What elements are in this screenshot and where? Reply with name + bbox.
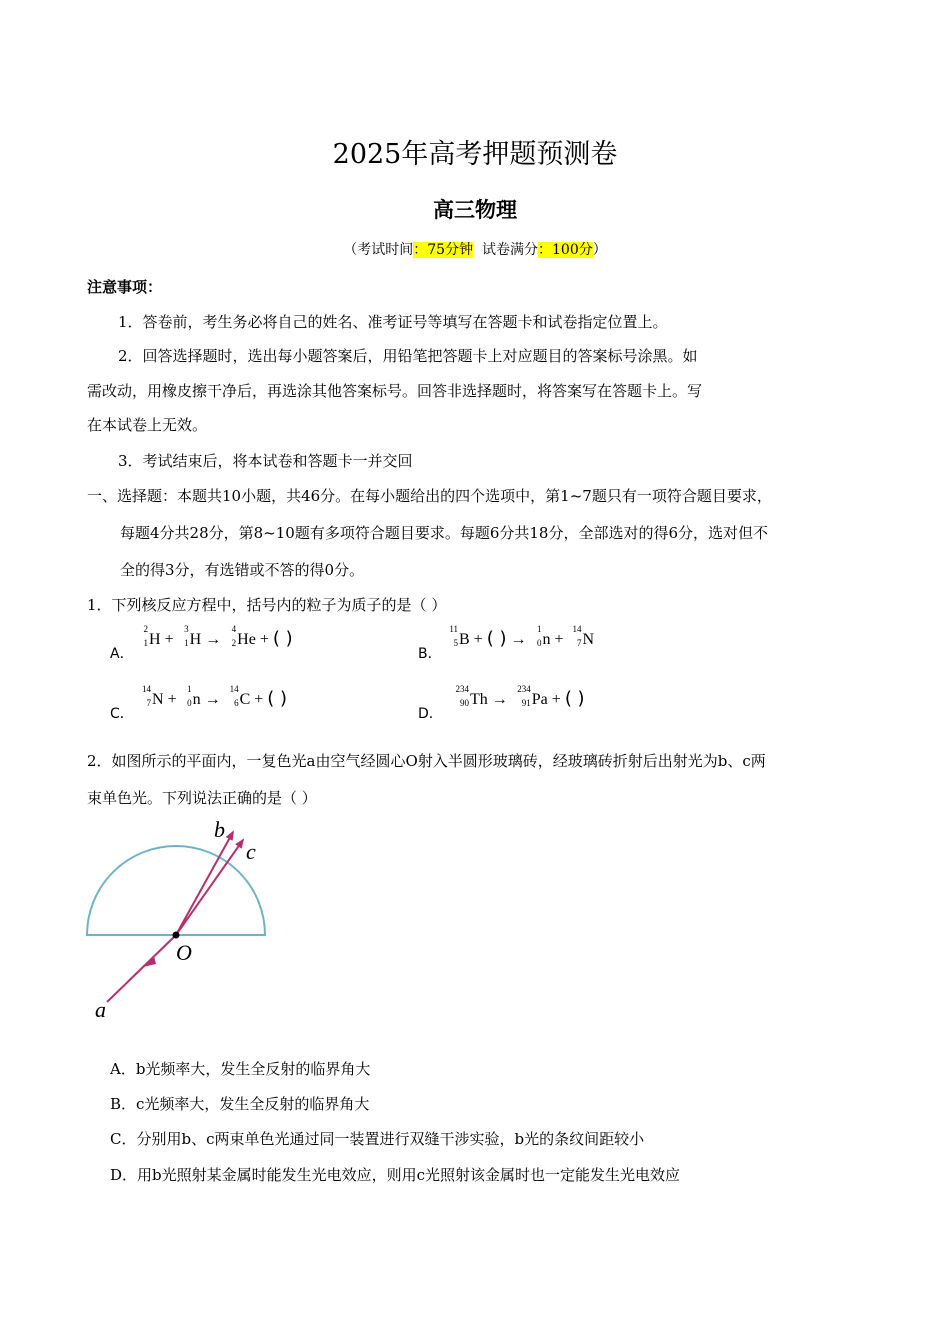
notice-item-2-line-3: 在本试卷上无效。 (87, 416, 208, 434)
label-a: a (95, 997, 106, 1022)
atomic-number: 1 (143, 638, 148, 648)
notice-heading: 注意事项： (87, 278, 163, 296)
refraction-diagram (80, 815, 280, 1025)
meta-open: （考试时间 (343, 242, 414, 258)
plus-sign: + (250, 691, 268, 708)
q1-stem: 1．下列核反应方程中，括号内的粒子为质子的是（ ） (87, 596, 447, 614)
mass-number: 1 (536, 624, 542, 634)
mass-number: 3 (184, 624, 189, 634)
meta-close: ） (592, 242, 607, 258)
atomic-number: 7 (577, 638, 582, 648)
mass-number: 234 (517, 684, 531, 694)
q2-option-d[interactable]: D．用b光照射某金属时能发生光电效应，则用c光照射该金属时也一定能发生光电效应 (110, 1166, 681, 1184)
section-1-line-2: 每题4分共28分，第8~10题有多项符合题目要求。每题6分共18分，全部选对的得6分，选对但不 (120, 524, 769, 542)
plus-sign: + (469, 631, 487, 648)
notice-item-2-line-2: 需改动，用橡皮擦干净后，再选涂其他答案标号。回答非选择题时，将答案写在答题卡上。写 (87, 382, 703, 400)
element-symbol: H (189, 631, 202, 648)
atomic-number: 7 (146, 698, 151, 708)
reaction-arrow: → (506, 631, 531, 648)
plus-sign: + (255, 631, 273, 648)
element-symbol: Th (470, 691, 488, 708)
section-1-line-3: 全的得3分，有选错或不答的得0分。 (120, 561, 365, 579)
semicircle-glass-brick (87, 846, 265, 935)
notice-item-3: 3．考试结束后，将本试卷和答题卡一并交回 (118, 452, 413, 470)
mass-number: 234 (455, 684, 469, 694)
refracted-ray-b (176, 832, 233, 935)
mass-number: 11 (449, 624, 458, 634)
q1-option-b-label[interactable]: B． (418, 646, 442, 662)
q1-option-a-formula (137, 624, 293, 649)
mass-number: 14 (142, 684, 151, 694)
reaction-arrow: → (200, 691, 225, 708)
exam-meta (0, 239, 950, 259)
q1-option-c-label[interactable]: C． (110, 706, 134, 722)
atomic-number: 5 (453, 638, 458, 648)
unknown-particle-blank: ( ) (272, 628, 293, 649)
unknown-particle-blank: ( ) (267, 688, 288, 709)
label-b: b (214, 817, 225, 842)
q1-option-b-formula (444, 624, 595, 649)
meta-score: ：100分 (538, 242, 593, 258)
center-point-o (173, 932, 180, 939)
mass-number: 2 (143, 624, 148, 634)
q2-stem-line-1: 2．如图所示的平面内，一复色光a由空气经圆心O射入半圆形玻璃砖，经玻璃砖折射后出射光为b、c两 (87, 752, 766, 770)
q2-option-b[interactable]: B．c光频率大，发生全反射的临界角大 (110, 1095, 370, 1113)
element-symbol: Pa (531, 691, 548, 708)
label-c: c (246, 839, 256, 864)
atomic-number: 1 (184, 638, 189, 648)
element-symbol: H (149, 631, 161, 648)
atomic-number: 91 (521, 698, 531, 708)
incident-arrow-icon (143, 956, 156, 967)
mass-number: 14 (572, 624, 582, 634)
unknown-particle-blank: ( ) (486, 628, 507, 649)
mass-number: 4 (231, 624, 237, 634)
element-symbol: n (542, 631, 551, 648)
meta-mid: 试卷满分 (473, 242, 538, 258)
element-symbol: C (239, 691, 251, 708)
q1-option-d-formula (450, 684, 585, 709)
section-1-line-1: 一、选择题：本题共10小题，共46分。在每小题给出的四个选项中，第1~7题只有一项符合题目要求， (87, 487, 772, 505)
refracted-ray-c (176, 840, 243, 935)
exam-subtitle: 高三物理 (433, 197, 517, 222)
atomic-number: 0 (187, 698, 192, 708)
q2-option-c[interactable]: C．分别用b、c两束单色光通过同一装置进行双缝干涉实验，b光的条纹间距较小 (110, 1130, 645, 1148)
atomic-number: 0 (536, 638, 542, 648)
element-symbol: N (582, 631, 595, 648)
plus-sign: + (550, 631, 568, 648)
reaction-arrow: → (487, 691, 512, 708)
incident-ray-a (107, 935, 176, 1002)
q1-option-d-label[interactable]: D． (418, 706, 443, 722)
atomic-number: 6 (234, 698, 239, 708)
plus-sign: + (160, 631, 178, 648)
notice-item-1: 1．答卷前，考生务必将自己的姓名、准考证号等填写在答题卡和试卷指定位置上。 (118, 313, 668, 331)
mass-number: 1 (187, 684, 192, 694)
element-symbol: B (459, 631, 470, 648)
q1-option-c-formula (137, 684, 288, 709)
element-symbol: n (192, 691, 201, 708)
atomic-number: 90 (460, 698, 469, 708)
exam-title: 2025年高考押题预测卷 (332, 139, 618, 170)
plus-sign: + (547, 691, 565, 708)
meta-time: ：75分钟 (413, 242, 474, 258)
q1-option-a-label[interactable]: A． (110, 646, 134, 662)
notice-item-2-line-1: 2．回答选择题时，选出每小题答案后，用铅笔把答题卡上对应题目的答案标号涂黑。如 (118, 347, 698, 365)
plus-sign: + (163, 691, 181, 708)
atomic-number: 2 (231, 638, 237, 648)
reaction-arrow: → (201, 631, 226, 648)
label-o: O (176, 940, 192, 965)
element-symbol: He (237, 631, 256, 648)
mass-number: 14 (229, 684, 239, 694)
element-symbol: N (152, 691, 164, 708)
unknown-particle-blank: ( ) (564, 688, 585, 709)
q2-option-a[interactable]: A．b光频率大，发生全反射的临界角大 (110, 1060, 371, 1078)
q2-stem-line-2: 束单色光。下列说法正确的是（ ） (87, 789, 317, 807)
